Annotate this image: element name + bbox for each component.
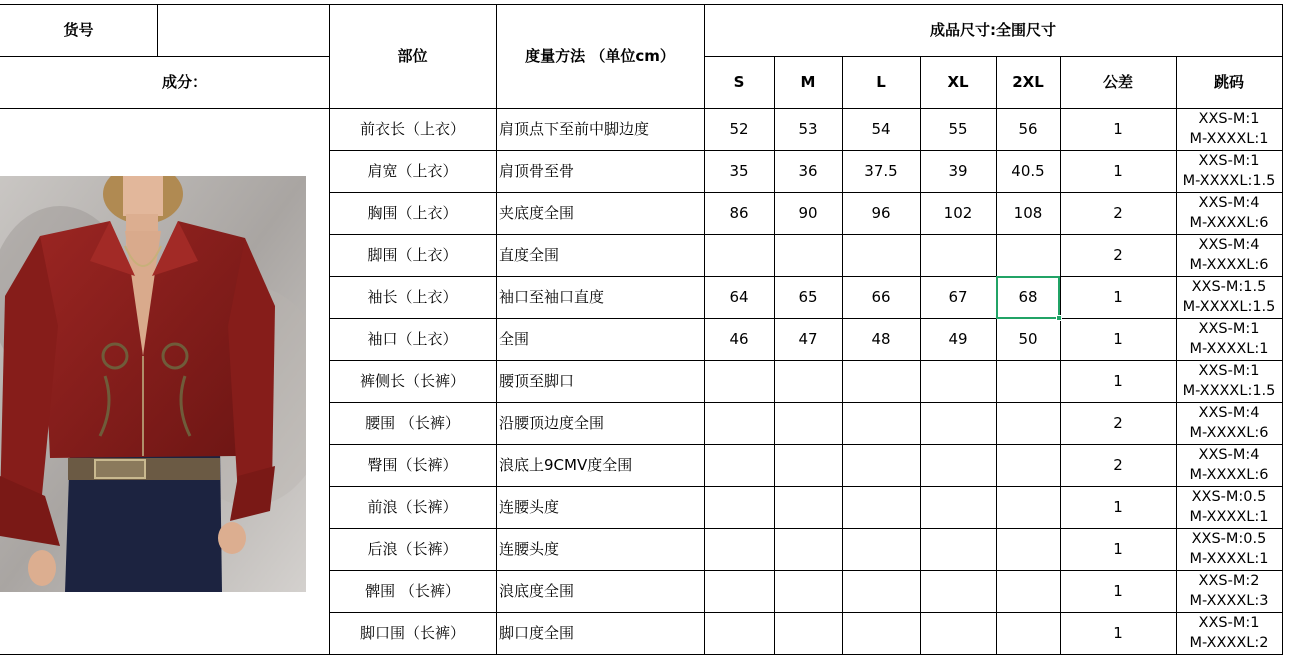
grading-line-1: XXS-M:1 bbox=[1198, 363, 1260, 379]
method-cell[interactable]: 全围 bbox=[499, 329, 530, 348]
size-value-s[interactable] bbox=[704, 444, 774, 486]
size-value-m[interactable] bbox=[774, 612, 842, 654]
grading-line-2: M-XXXXL:2 bbox=[1189, 635, 1269, 651]
grading-cell[interactable] bbox=[1176, 276, 1282, 318]
tolerance-cell[interactable]: 2 bbox=[1113, 203, 1123, 222]
part-cell[interactable]: 袖长（上衣） bbox=[367, 287, 458, 306]
size-value-l[interactable] bbox=[842, 570, 920, 612]
part-cell[interactable]: 袖口（上衣） bbox=[367, 329, 458, 348]
part-cell[interactable]: 前衣长（上衣） bbox=[359, 119, 465, 138]
grading-line-2: M-XXXXL:6 bbox=[1189, 467, 1269, 483]
size-value-l[interactable]: 37.5 bbox=[864, 161, 898, 180]
size-value-2xl[interactable] bbox=[996, 570, 1060, 612]
grading-line-2: M-XXXXL:1 bbox=[1189, 131, 1269, 147]
composition-label[interactable]: 成分： bbox=[161, 72, 207, 91]
tolerance-cell[interactable]: 1 bbox=[1113, 623, 1123, 642]
size-value-l[interactable] bbox=[842, 402, 920, 444]
tolerance-cell[interactable]: 1 bbox=[1113, 161, 1123, 180]
size-value-2xl[interactable] bbox=[996, 360, 1060, 402]
tolerance-cell[interactable]: 2 bbox=[1113, 413, 1123, 432]
grading-cell[interactable] bbox=[1176, 528, 1282, 570]
grading-line-2: M-XXXXL:1 bbox=[1189, 509, 1269, 525]
grading-line-2: M-XXXXL:6 bbox=[1189, 257, 1269, 273]
grading-cell[interactable] bbox=[1176, 234, 1282, 276]
grading-cell[interactable] bbox=[1176, 192, 1282, 234]
size-value-l[interactable]: 48 bbox=[871, 329, 891, 348]
grading-line-2: M-XXXXL:1.5 bbox=[1182, 173, 1276, 189]
grading-line-2: M-XXXXL:1 bbox=[1189, 551, 1269, 567]
size-value-l[interactable] bbox=[842, 360, 920, 402]
size-value-2xl[interactable] bbox=[996, 444, 1060, 486]
size-header-l[interactable]: L bbox=[876, 72, 886, 91]
size-value-s[interactable] bbox=[704, 486, 774, 528]
size-value-s[interactable] bbox=[704, 570, 774, 612]
grading-line-1: XXS-M:1 bbox=[1198, 321, 1260, 337]
grading-line-2: M-XXXXL:6 bbox=[1189, 215, 1269, 231]
grading-cell[interactable] bbox=[1176, 444, 1282, 486]
part-cell[interactable]: 肩宽（上衣） bbox=[367, 161, 458, 180]
part-header[interactable]: 部位 bbox=[397, 46, 428, 65]
size-value-2xl[interactable]: 56 bbox=[1018, 119, 1038, 138]
size-header-m[interactable]: M bbox=[800, 72, 816, 91]
size-value-m[interactable] bbox=[774, 528, 842, 570]
grading-cell[interactable] bbox=[1176, 318, 1282, 360]
method-cell[interactable]: 浪底度全围 bbox=[499, 581, 575, 600]
method-cell[interactable]: 连腰头度 bbox=[499, 497, 560, 516]
grading-cell[interactable] bbox=[1176, 402, 1282, 444]
tolerance-cell[interactable]: 1 bbox=[1113, 581, 1123, 600]
size-value-l[interactable] bbox=[842, 444, 920, 486]
method-cell[interactable]: 连腰头度 bbox=[499, 539, 560, 558]
size-value-s[interactable] bbox=[704, 402, 774, 444]
size-value-2xl[interactable] bbox=[996, 528, 1060, 570]
size-value-s[interactable] bbox=[704, 528, 774, 570]
model-photo-icon bbox=[0, 176, 306, 592]
grading-line-1: XXS-M:1 bbox=[1198, 153, 1260, 169]
method-cell[interactable]: 袖口至袖口直度 bbox=[499, 287, 605, 306]
grading-line-1: XXS-M:4 bbox=[1198, 237, 1260, 253]
method-header[interactable]: 度量方法 （单位cm） bbox=[525, 46, 675, 65]
part-cell[interactable]: 胸围（上衣） bbox=[367, 203, 458, 222]
part-cell[interactable]: 腰围 （长裤） bbox=[365, 413, 460, 432]
size-value-xl[interactable] bbox=[920, 528, 996, 570]
size-value-s[interactable] bbox=[704, 612, 774, 654]
part-cell[interactable]: 臀围（长裤） bbox=[367, 455, 458, 474]
grading-line-2: M-XXXXL:3 bbox=[1189, 593, 1269, 609]
grading-line-1: XXS-M:2 bbox=[1198, 573, 1260, 589]
size-value-m[interactable] bbox=[774, 486, 842, 528]
size-value-2xl[interactable] bbox=[996, 612, 1060, 654]
size-value-xl[interactable] bbox=[920, 570, 996, 612]
size-value-xl[interactable]: 102 bbox=[943, 203, 973, 222]
method-cell[interactable]: 脚口度全围 bbox=[499, 623, 575, 642]
size-value-xl[interactable]: 49 bbox=[948, 329, 968, 348]
size-value-2xl[interactable] bbox=[996, 402, 1060, 444]
grading-line-1: XXS-M:1 bbox=[1198, 615, 1260, 631]
size-value-s[interactable]: 52 bbox=[729, 119, 749, 138]
size-value-xl[interactable] bbox=[920, 612, 996, 654]
size-value-2xl[interactable] bbox=[996, 486, 1060, 528]
size-header-2xl[interactable]: 2XL bbox=[1012, 72, 1044, 91]
size-value-m[interactable] bbox=[774, 444, 842, 486]
method-cell[interactable]: 夹底度全围 bbox=[499, 203, 575, 222]
size-value-2xl[interactable]: 68 bbox=[1018, 287, 1038, 306]
size-value-m[interactable] bbox=[774, 360, 842, 402]
grading-line-1: XXS-M:0.5 bbox=[1191, 489, 1267, 505]
part-cell[interactable]: 脚围（上衣） bbox=[367, 245, 458, 264]
method-cell[interactable]: 浪底上9CMV度全围 bbox=[499, 455, 633, 474]
size-value-s[interactable]: 64 bbox=[729, 287, 749, 306]
size-value-s[interactable]: 35 bbox=[729, 161, 749, 180]
selected-cell-outline bbox=[996, 276, 1060, 319]
grading-cell[interactable] bbox=[1176, 612, 1282, 654]
grading-line-1: XXS-M:0.5 bbox=[1191, 531, 1267, 547]
size-value-s[interactable] bbox=[704, 360, 774, 402]
size-value-l[interactable]: 66 bbox=[871, 287, 891, 306]
size-value-m[interactable] bbox=[774, 234, 842, 276]
grading-cell[interactable] bbox=[1176, 486, 1282, 528]
size-header-s[interactable]: S bbox=[733, 72, 745, 91]
size-value-xl[interactable] bbox=[920, 486, 996, 528]
fill-handle[interactable] bbox=[1056, 315, 1062, 321]
size-value-xl[interactable]: 67 bbox=[948, 287, 968, 306]
grading-line-2: M-XXXXL:1 bbox=[1189, 341, 1269, 357]
size-value-m[interactable]: 90 bbox=[798, 203, 818, 222]
size-value-2xl[interactable]: 108 bbox=[1013, 203, 1043, 222]
size-value-m[interactable] bbox=[774, 402, 842, 444]
size-value-2xl[interactable] bbox=[996, 234, 1060, 276]
size-value-xl[interactable]: 39 bbox=[948, 161, 968, 180]
grading-line-1: XXS-M:1.5 bbox=[1191, 279, 1267, 295]
part-cell[interactable]: 裤侧长（长裤） bbox=[359, 371, 465, 390]
size-value-m[interactable] bbox=[774, 570, 842, 612]
size-value-xl[interactable] bbox=[920, 444, 996, 486]
tolerance-cell[interactable]: 1 bbox=[1113, 371, 1123, 390]
item-no-label[interactable]: 货号 bbox=[63, 20, 94, 39]
grading-line-1: XXS-M:4 bbox=[1198, 195, 1260, 211]
grading-line-1: XXS-M:4 bbox=[1198, 447, 1260, 463]
method-cell[interactable]: 肩顶点下至前中脚边度 bbox=[499, 119, 650, 138]
part-cell[interactable]: 脚口围（长裤） bbox=[359, 623, 465, 642]
grading-cell[interactable] bbox=[1176, 150, 1282, 192]
size-value-2xl[interactable]: 50 bbox=[1018, 329, 1038, 348]
method-cell[interactable]: 沿腰顶边度全围 bbox=[499, 413, 605, 432]
method-cell[interactable]: 直度全围 bbox=[499, 245, 560, 264]
size-value-l[interactable]: 96 bbox=[871, 203, 891, 222]
size-value-s[interactable] bbox=[704, 234, 774, 276]
part-cell[interactable]: 髀围 （长裤） bbox=[365, 581, 460, 600]
size-value-2xl[interactable]: 40.5 bbox=[1011, 161, 1045, 180]
size-value-l[interactable]: 54 bbox=[871, 119, 891, 138]
method-cell[interactable]: 腰顶至脚口 bbox=[499, 371, 575, 390]
size-value-s[interactable]: 86 bbox=[729, 203, 749, 222]
tolerance-cell[interactable]: 1 bbox=[1113, 329, 1123, 348]
part-cell[interactable]: 前浪（长裤） bbox=[367, 497, 458, 516]
tolerance-cell[interactable]: 1 bbox=[1113, 119, 1123, 138]
size-value-l[interactable] bbox=[842, 528, 920, 570]
part-cell[interactable]: 后浪（长裤） bbox=[367, 539, 458, 558]
grading-line-1: XXS-M:1 bbox=[1198, 111, 1260, 127]
grading-line-2: M-XXXXL:1.5 bbox=[1182, 383, 1276, 399]
grading-cell[interactable] bbox=[1176, 360, 1282, 402]
tolerance-cell[interactable]: 1 bbox=[1113, 497, 1123, 516]
size-value-m[interactable]: 36 bbox=[798, 161, 818, 180]
tolerance-cell[interactable]: 2 bbox=[1113, 245, 1123, 264]
size-header-xl[interactable]: XL bbox=[947, 72, 969, 91]
tolerance-cell[interactable]: 1 bbox=[1113, 287, 1123, 306]
size-value-s[interactable]: 46 bbox=[729, 329, 749, 348]
tolerance-header[interactable]: 公差 bbox=[1102, 72, 1133, 91]
grading-header[interactable]: 跳码 bbox=[1213, 72, 1244, 91]
grading-cell[interactable] bbox=[1176, 108, 1282, 150]
size-value-xl[interactable] bbox=[920, 360, 996, 402]
size-value-m[interactable]: 65 bbox=[798, 287, 818, 306]
size-value-l[interactable] bbox=[842, 612, 920, 654]
product-photo[interactable] bbox=[0, 176, 306, 592]
size-value-m[interactable]: 53 bbox=[798, 119, 818, 138]
grading-line-2: M-XXXXL:1.5 bbox=[1182, 299, 1276, 315]
tolerance-cell[interactable]: 1 bbox=[1113, 539, 1123, 558]
grading-line-1: XXS-M:4 bbox=[1198, 405, 1260, 421]
size-value-xl[interactable]: 55 bbox=[948, 119, 968, 138]
size-value-xl[interactable] bbox=[920, 402, 996, 444]
size-value-l[interactable] bbox=[842, 486, 920, 528]
size-value-m[interactable]: 47 bbox=[798, 329, 818, 348]
method-cell[interactable]: 肩顶骨至骨 bbox=[499, 161, 575, 180]
tolerance-cell[interactable]: 2 bbox=[1113, 455, 1123, 474]
grading-cell[interactable] bbox=[1176, 570, 1282, 612]
size-value-l[interactable] bbox=[842, 234, 920, 276]
item-no-value-cell[interactable] bbox=[157, 4, 329, 56]
grading-line-2: M-XXXXL:6 bbox=[1189, 425, 1269, 441]
size-group-header[interactable]: 成品尺寸:全围尺寸 bbox=[930, 20, 1056, 39]
size-value-xl[interactable] bbox=[920, 234, 996, 276]
